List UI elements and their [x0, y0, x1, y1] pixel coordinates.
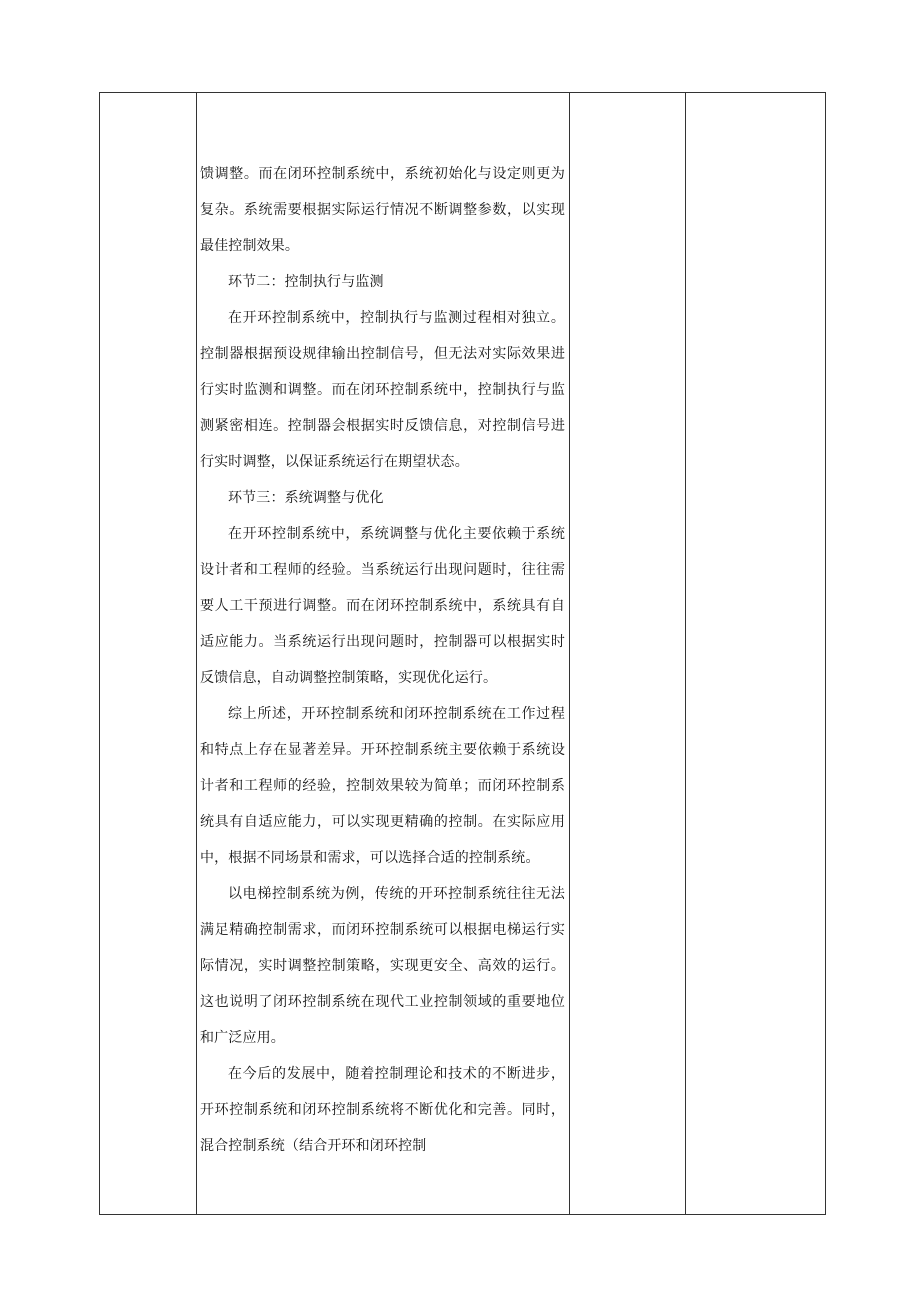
paragraph: 在开环控制系统中，系统调整与优化主要依赖于系统设计者和工程师的经验。当系统运行出现问题时，往往需要人工干预进行调整。而在闭环控制系统中，系统具有自适应能力。当系统运行出现问题时，控制器可以根据实时反馈信息，自动调整控制策略，实现优化运行。 [200, 526, 565, 686]
table-cell-third [570, 93, 686, 1215]
section-heading: 环节二：控制执行与监测 [228, 274, 384, 290]
paragraph: 馈调整。而在闭环控制系统中，系统初始化与设定则更为复杂。系统需要根据实际运行情况不断调整参数，以实现最佳控制效果。 [200, 166, 565, 254]
table-cell-right [686, 93, 826, 1215]
table-row [100, 93, 826, 1215]
layout-table [99, 92, 826, 1215]
table-cell-left [100, 93, 197, 1215]
paragraph: 在今后的发展中，随着控制理论和技术的不断进步，开环控制系统和闭环控制系统将不断优化和完善。同时，混合控制系统（结合开环和闭环控制 [200, 1066, 565, 1154]
paragraph: 综上所述，开环控制系统和闭环控制系统在工作过程和特点上存在显著差异。开环控制系统主要依赖于系统设计者和工程师的经验，控制效果较为简单；而闭环控制系统具有自适应能力，可以实现更精确的控制。在实际应用中，根据不同场景和需求，可以选择合适的控制系统。 [200, 706, 565, 866]
table-cell-content [197, 93, 570, 1215]
paragraph: 以电梯控制系统为例，传统的开环控制系统往往无法满足精确控制需求，而闭环控制系统可以根据电梯运行实际情况，实时调整控制策略，实现更安全、高效的运行。这也说明了闭环控制系统在现代工业控制领域的重要地位和广泛应用。 [200, 886, 565, 1046]
content-text [197, 93, 569, 1164]
paragraph: 在开环控制系统中，控制执行与监测过程相对独立。控制器根据预设规律输出控制信号，但无法对实际效果进行实时监测和调整。而在闭环控制系统中，控制执行与监测紧密相连。控制器会根据实时反馈信息，对控制信号进行实时调整，以保证系统运行在期望状态。 [200, 310, 565, 470]
section-heading: 环节三：系统调整与优化 [228, 490, 384, 506]
